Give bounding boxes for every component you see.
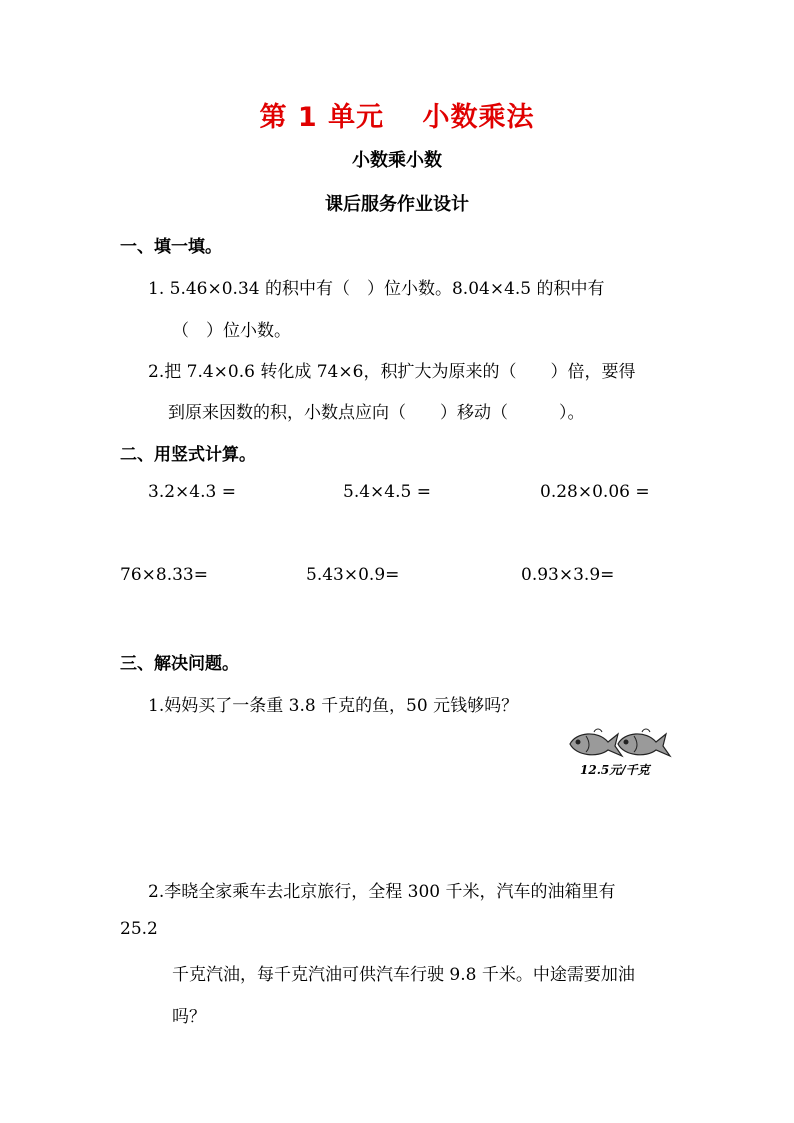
fish-illustration [568, 724, 678, 780]
section-1-heading: 一、填一填。 [120, 237, 222, 257]
calc-problem: 76×8.33= [120, 565, 208, 585]
s1-question-1-line-1: 1. 5.46×0.34 的积中有（ ）位小数。8.04×4.5 的积中有 [148, 279, 605, 299]
s3-question-2-line-1: 2.李晓全家乘车去北京旅行，全程 300 千米，汽车的油箱里有 [148, 882, 616, 902]
calc-problem: 0.28×0.06 = [540, 482, 650, 502]
section-2-heading: 二、用竖式计算。 [120, 445, 256, 465]
s1-question-1-line-2: （ ）位小数。 [172, 321, 291, 341]
page-title: 第 1 单元 小数乘法 [259, 102, 535, 133]
calc-problem: 0.93×3.9= [521, 565, 615, 585]
calc-problem: 3.2×4.3 = [148, 482, 236, 502]
calc-problem: 5.43×0.9= [306, 565, 400, 585]
calc-problem: 5.4×4.5 = [343, 482, 431, 502]
worksheet-subtitle: 课后服务作业设计 [325, 194, 469, 215]
fish-price-label: 12.5元/千克 [580, 763, 650, 777]
s3-question-1: 1.妈妈买了一条重 3.8 千克的鱼，50 元钱够吗？ [148, 696, 519, 716]
s3-question-2-line-4: 吗？ [172, 1007, 206, 1027]
s1-question-2-line-2: 到原来因数的积，小数点应向（ ）移动（ ）。 [168, 403, 585, 423]
s1-question-2-line-1: 2.把 7.4×0.6 转化成 74×6，积扩大为原来的（ ）倍，要得 [148, 362, 636, 382]
lesson-subtitle: 小数乘小数 [352, 150, 442, 171]
section-3-heading: 三、解决问题。 [120, 654, 239, 674]
s3-question-2-line-3: 千克汽油，每千克汽油可供汽车行驶 9.8 千米。中途需要加油 [172, 965, 635, 985]
fish-icon [568, 724, 678, 764]
s3-question-2-line-2: 25.2 [120, 919, 158, 939]
